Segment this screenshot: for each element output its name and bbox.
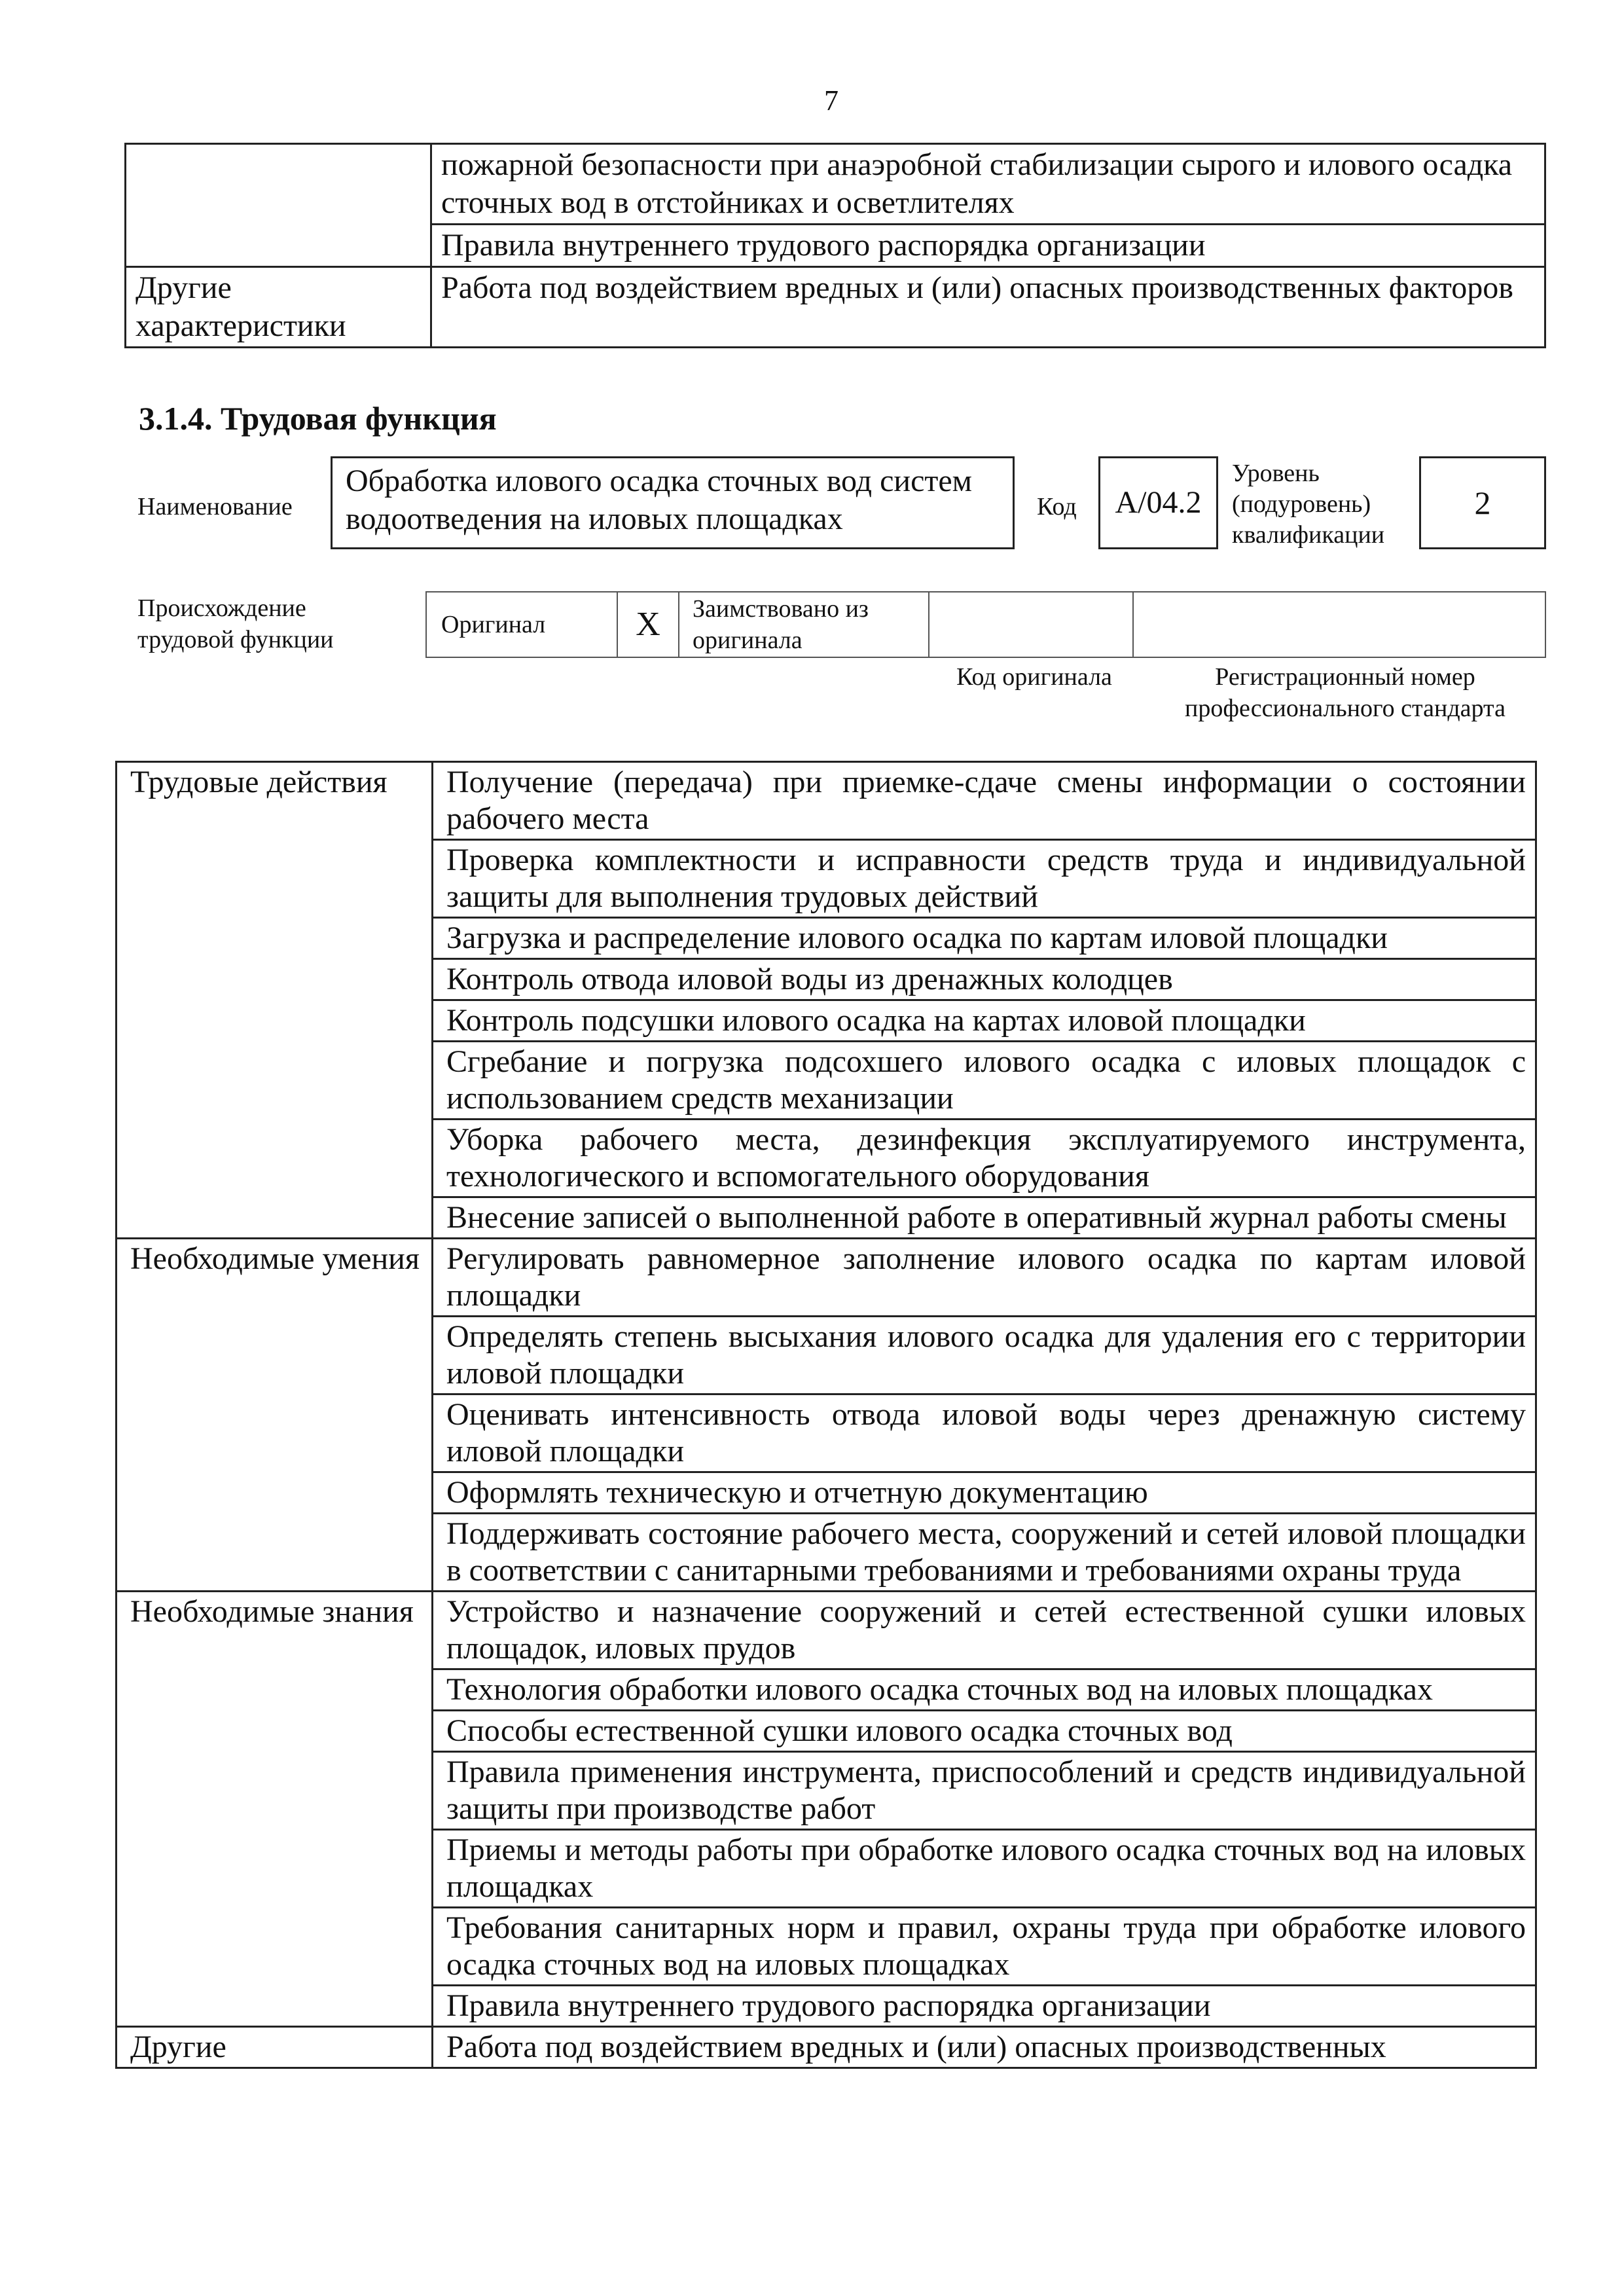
name-label: Наименование — [137, 493, 293, 520]
origin-label: Происхождение трудовой функции — [137, 594, 334, 653]
empty-label-cell — [126, 144, 431, 267]
table-cell: Способы естественной сушки илового осадка сточных вод — [433, 1711, 1536, 1752]
table-cell: Правила внутреннего трудового распорядка организации — [433, 1986, 1536, 2027]
other-label: Другие — [117, 2027, 433, 2068]
table-cell: Устройство и назначение сооружений и сетей естественной сушки иловых площадок, иловых прудов — [433, 1592, 1536, 1669]
table-cell: Контроль подсушки илового осадка на картах иловой площадки — [433, 1000, 1536, 1042]
table-cell: Требования санитарных норм и правил, охраны труда при обработке илового осадка сточных вод на иловых площадках — [433, 1908, 1536, 1986]
table-row — [126, 267, 1545, 348]
table-cell: Оценивать интенсивность отвода иловой воды через дренажную систему иловой площадки — [433, 1394, 1536, 1472]
knowledge-label: Необходимые знания — [117, 1592, 433, 2027]
table-cell: Регулировать равномерное заполнение илового осадка по картам иловой площадки — [433, 1239, 1536, 1317]
table-cell: Работа под воздействием вредных и (или) опасных производственных — [433, 2027, 1536, 2068]
table-row — [117, 762, 1536, 840]
table-cell: Оформлять техническую и отчетную документацию — [433, 1472, 1536, 1514]
borrowed-cell: Заимствовано из оригинала — [679, 592, 929, 657]
table-cell: Сгребание и погрузка подсохшего илового осадка с иловых площадок с использованием средств механизации — [433, 1042, 1536, 1120]
table-cell: Загрузка и распределение илового осадка по картам иловой площадки — [433, 918, 1536, 959]
registration-number-cell — [1133, 592, 1545, 657]
table-cell: Поддерживать состояние рабочего места, сооружений и сетей иловой площадки в соответствии с санитарными требованиями и требованиями охраны труда — [433, 1514, 1536, 1592]
actions-label: Трудовые действия — [117, 762, 433, 1239]
continuation-table — [124, 143, 1546, 348]
level-box: 2 — [1419, 456, 1546, 549]
function-name-box: Обработка илового осадка сточных вод систем водоотведения на иловых площадках — [331, 456, 1015, 549]
table-row — [126, 144, 1545, 225]
level-label: Уровень (подуровень) квалификации — [1232, 460, 1385, 549]
table-cell: Уборка рабочего места, дезинфекция эксплуатируемого инструмента, технологического и вспомогательного оборудования — [433, 1120, 1536, 1197]
table-row — [117, 2027, 1536, 2068]
code-label: Код — [1037, 493, 1077, 520]
table-cell: Приемы и методы работы при обработке илового осадка сточных вод на иловых площадках — [433, 1830, 1536, 1908]
code-caption: Код оригинала — [956, 663, 1112, 691]
original-cell: Оригинал — [426, 592, 617, 657]
table-cell: Правила применения инструмента, приспособлений и средств индивидуальной защиты при производстве работ — [433, 1752, 1536, 1830]
table-row — [426, 592, 1545, 657]
table-cell: Технология обработки илового осадка сточных вод на иловых площадках — [433, 1669, 1536, 1711]
row-label: Другие характеристики — [126, 267, 431, 348]
original-mark: X — [617, 592, 679, 657]
table-cell: Контроль отвода иловой воды из дренажных колодцев — [433, 959, 1536, 1000]
table-cell: Получение (передача) при приемке-сдаче смены информации о состоянии рабочего места — [433, 762, 1536, 840]
skills-label: Необходимые умения — [117, 1239, 433, 1592]
table-cell: Правила внутреннего трудового распорядка организации — [431, 225, 1545, 267]
table-cell: пожарной безопасности при анаэробной стабилизации сырого и илового осадка сточных вод в отстойниках и осветлителях — [431, 144, 1545, 225]
table-row — [117, 1592, 1536, 1669]
table-cell: Определять степень высыхания илового осадка для удаления его с территории иловой площадки — [433, 1317, 1536, 1394]
table-cell: Внесение записей о выполненной работе в оперативный журнал работы смены — [433, 1197, 1536, 1239]
table-row — [117, 1239, 1536, 1317]
table-cell: Проверка комплектности и исправности средств труда и индивидуальной защиты для выполнения трудовых действий — [433, 840, 1536, 918]
page-number: 7 — [824, 84, 839, 117]
section-title: 3.1.4. Трудовая функция — [139, 400, 497, 437]
code-box: A/04.2 — [1098, 456, 1218, 549]
origin-table — [425, 591, 1546, 658]
table-cell: Работа под воздействием вредных и (или) опасных производственных факторов — [431, 267, 1545, 348]
function-table — [115, 761, 1537, 2069]
registration-caption: Регистрационный номер профессионального стандарта — [1185, 663, 1506, 722]
origin-code-cell — [929, 592, 1133, 657]
